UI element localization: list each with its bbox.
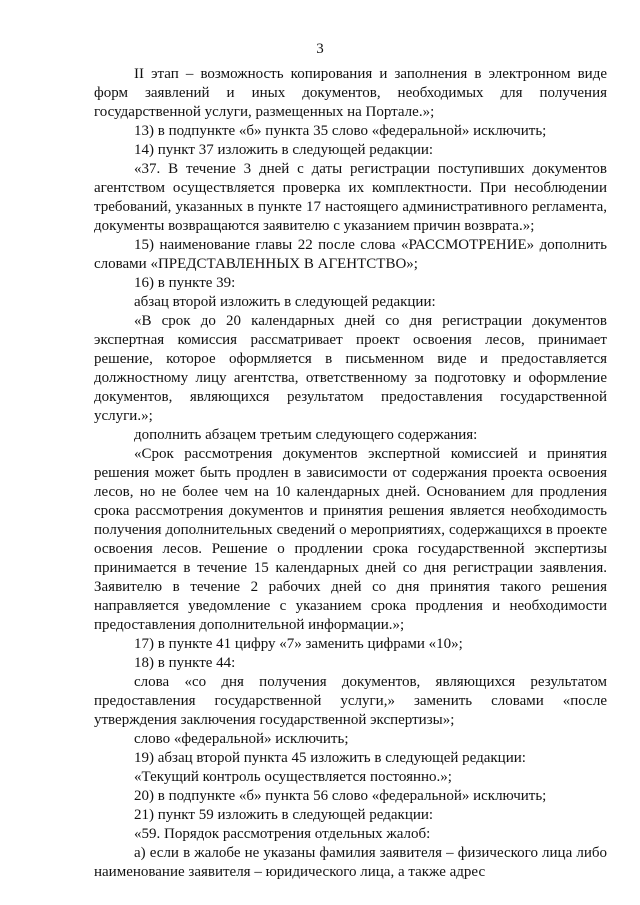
document-body xyxy=(94,65,607,882)
paragraph: «37. В течение 3 дней с даты регистрации поступивших документов агентством осуществляется проверка их комплектности. При несоблюдении требований, указанных в пункте 17 настоящего административного регламента, документы возвращаются заявителю с указанием причин возврата.»; xyxy=(94,161,607,234)
paragraph: слова «со дня получения документов, являющихся результатом предоставления государственной услуги,» заменить словами «после утверждения заключения государственной экспертизы»; xyxy=(94,674,607,728)
paragraph: 15) наименование главы 22 после слова «РАССМОТРЕНИЕ» дополнить словами «ПРЕДСТАВЛЕННЫХ В АГЕНТСТВО»; xyxy=(94,237,607,272)
paragraph: 19) абзац второй пункта 45 изложить в следующей редакции: xyxy=(134,750,526,766)
paragraph: 18) в пункте 44: xyxy=(134,655,236,671)
paragraph: «Текущий контроль осуществляется постоянно.»; xyxy=(134,769,452,785)
paragraph: 20) в подпункте «б» пункта 56 слово «федеральной» исключить; xyxy=(134,788,547,804)
paragraph: «Срок рассмотрения документов экспертной комиссией и принятия решения может быть продлен в зависимости от содержания проекта освоения лесов, но не более чем на 10 календарных дней. Основанием для продления срока рассмотрения документов и принятия решения является необходимость получения дополнительных сведений о мероприятиях, содержащихся в проекте освоения лесов. Решение о продлении срока государственной экспертизы принимается в течение 15 календарных дней со дня регистрации заявления. Заявителю в течение 2 рабочих дней со дня принятия такого решения направляется уведомление с указанием срока продления и необходимости предоставления дополнительной информации.»; xyxy=(94,446,607,633)
paragraph: II этап – возможность копирования и заполнения в электронном виде форм заявлений и иных документов, необходимых для получения государственной услуги, размещенных на Портале.»; xyxy=(94,66,607,120)
paragraph: слово «федеральной» исключить; xyxy=(134,731,349,747)
paragraph: 14) пункт 37 изложить в следующей редакции: xyxy=(134,142,434,158)
paragraph: 16) в пункте 39: xyxy=(134,275,236,291)
paragraph: дополнить абзацем третьим следующего содержания: xyxy=(134,427,478,443)
page-number: 3 xyxy=(316,41,324,57)
paragraph: 13) в подпункте «б» пункта 35 слово «федеральной» исключить; xyxy=(134,123,547,139)
paragraph: 17) в пункте 41 цифру «7» заменить цифрами «10»; xyxy=(134,636,463,652)
paragraph: 21) пункт 59 изложить в следующей редакции: xyxy=(134,807,434,823)
paragraph: а) если в жалобе не указаны фамилия заявителя – физического лица либо наименование заявителя – юридического лица, а также адрес xyxy=(94,845,607,880)
paragraph: абзац второй изложить в следующей редакции: xyxy=(134,294,436,310)
paragraph: «В срок до 20 календарных дней со дня регистрации документов экспертная комиссия рассматривает проект освоения лесов, принимает решение, которое оформляется в письменном виде и предоставляется должностному лицу агентства, ответственному за подготовку и оформление документов, являющихся результатом предоставления государственной услуги.»; xyxy=(94,313,607,424)
paragraph: «59. Порядок рассмотрения отдельных жалоб: xyxy=(134,826,431,842)
